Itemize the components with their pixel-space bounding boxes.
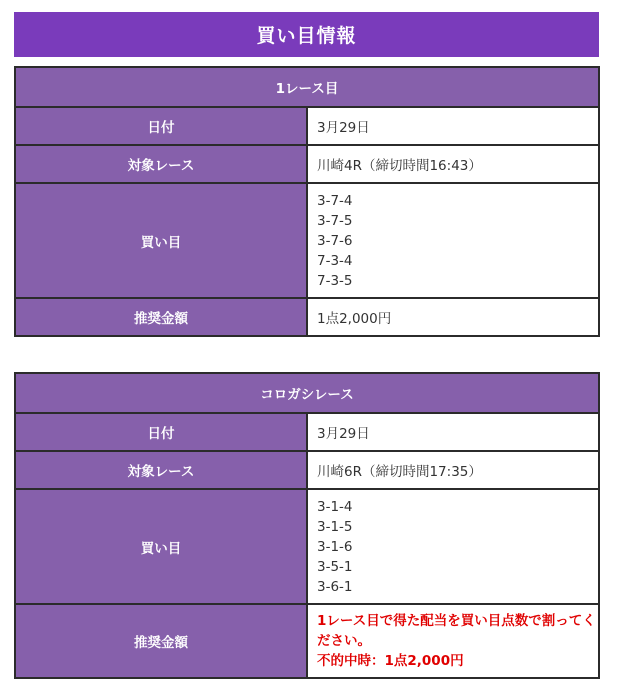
amount-label: 推奨金額 xyxy=(15,298,307,336)
amount-label: 推奨金額 xyxy=(15,604,307,678)
target-race-label: 対象レース xyxy=(15,145,307,183)
table-row xyxy=(15,604,599,678)
table-row xyxy=(15,413,599,451)
bet-item: 7-3-4 xyxy=(317,253,353,269)
bets-list xyxy=(317,184,598,297)
date-label: 日付 xyxy=(15,107,307,145)
bet-item: 7-3-5 xyxy=(317,273,353,289)
table-row xyxy=(15,489,599,604)
target-race-value: 川崎4R（締切時間16:43） xyxy=(307,145,599,183)
race-header: 1レース目 xyxy=(15,67,599,107)
page-title: 買い目情報 xyxy=(14,12,599,57)
table-row xyxy=(15,451,599,489)
bets-list xyxy=(317,490,598,603)
bets-label: 買い目 xyxy=(15,183,307,298)
amount-notice-cell xyxy=(307,604,599,678)
bet-item: 3-1-6 xyxy=(317,539,353,555)
bets-cell xyxy=(307,183,599,298)
amount-value: 1点2,000円 xyxy=(307,298,599,336)
table-row xyxy=(15,145,599,183)
bets-label: 買い目 xyxy=(15,489,307,604)
race-table-1 xyxy=(14,66,600,337)
date-value: 3月29日 xyxy=(307,413,599,451)
bet-item: 3-1-5 xyxy=(317,519,353,535)
amount-notice-line-2: 不的中時：1点2,000円 xyxy=(317,653,464,669)
table-row xyxy=(15,298,599,336)
amount-notice-line-1: 1レース目で得た配当を買い目点数で割ってください。 xyxy=(317,613,596,649)
bet-item: 3-5-1 xyxy=(317,559,353,575)
table-row xyxy=(15,107,599,145)
amount-notice xyxy=(317,605,598,677)
bet-item: 3-7-6 xyxy=(317,233,353,249)
bet-item: 3-7-4 xyxy=(317,193,353,209)
race-header: コロガシレース xyxy=(15,373,599,413)
table-row xyxy=(15,183,599,298)
bets-cell xyxy=(307,489,599,604)
date-value: 3月29日 xyxy=(307,107,599,145)
race-table-2 xyxy=(14,372,600,679)
date-label: 日付 xyxy=(15,413,307,451)
bet-item: 3-6-1 xyxy=(317,579,353,595)
target-race-value: 川崎6R（締切時間17:35） xyxy=(307,451,599,489)
target-race-label: 対象レース xyxy=(15,451,307,489)
bet-item: 3-1-4 xyxy=(317,499,353,515)
bet-item: 3-7-5 xyxy=(317,213,353,229)
